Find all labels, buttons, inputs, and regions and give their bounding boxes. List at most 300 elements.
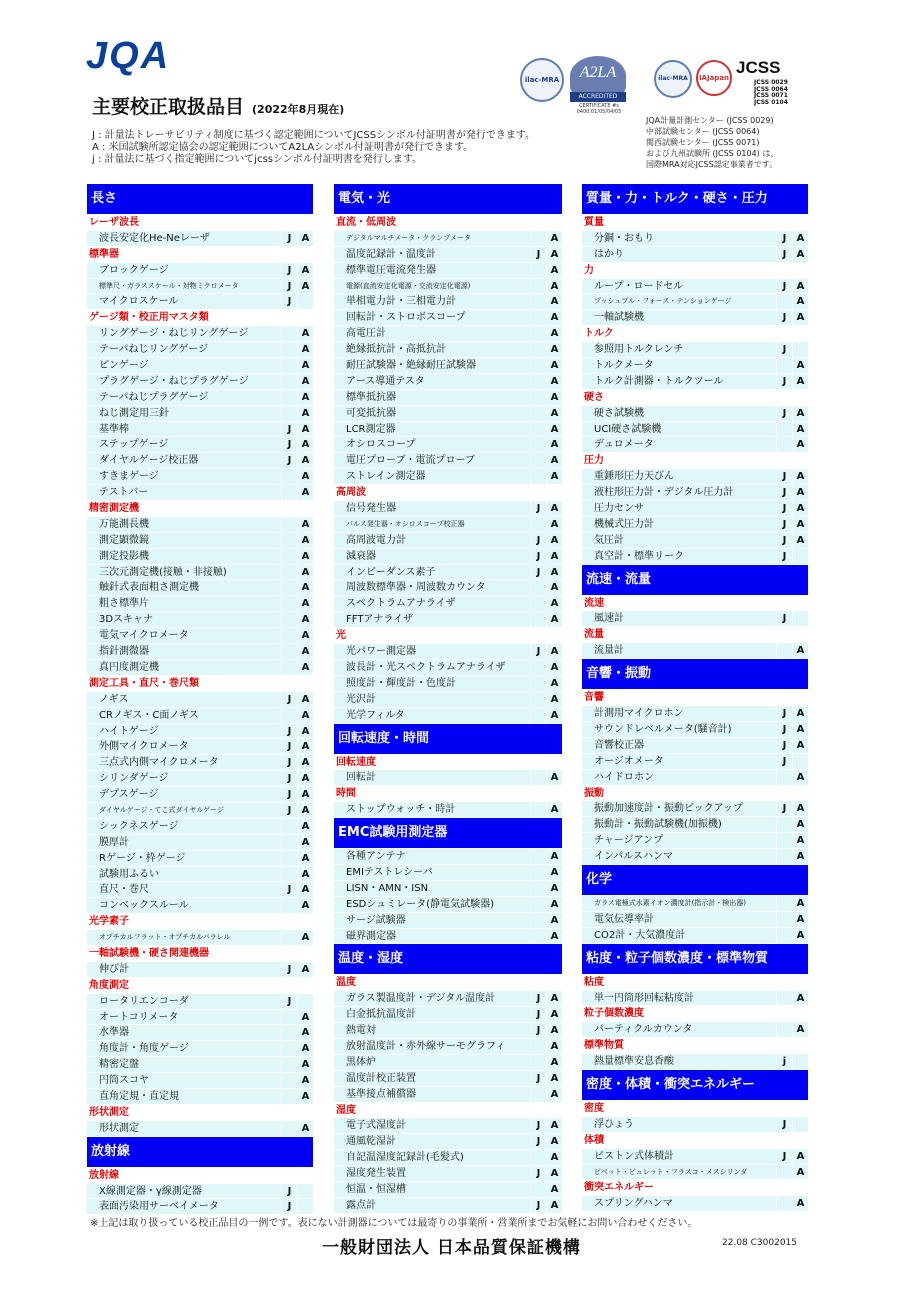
item-name: シリンダゲージ <box>99 773 169 785</box>
a2la-mark <box>792 342 808 357</box>
jcss-mark <box>281 390 297 405</box>
a2la-mark: A <box>546 1087 562 1102</box>
item-name: 減衰器 <box>346 550 376 562</box>
symbol-legend <box>92 130 535 166</box>
group-label: 粒子個数濃度 <box>584 1008 644 1020</box>
item-name: 計測用マイクロホン <box>594 708 684 720</box>
jcss-mark: J <box>530 991 546 1006</box>
a2la-mark: A <box>297 628 313 643</box>
jcss-mark: J <box>281 803 297 818</box>
jcss-mark: J <box>776 342 792 357</box>
a2la-mark: A <box>546 865 562 880</box>
jcss-codes <box>754 80 788 106</box>
table-row <box>334 802 562 818</box>
a2la-mark: A <box>297 1089 313 1104</box>
item-name: 真円度測定機 <box>99 661 159 673</box>
a2la-mark: A <box>546 501 562 516</box>
item-name: CO2計・大気濃度計 <box>594 929 686 941</box>
jcss-mark <box>281 930 297 945</box>
item-name: 回転計 <box>346 772 376 784</box>
jcss-mark <box>776 896 792 911</box>
a2la-mark: A <box>546 708 562 723</box>
table-row <box>582 896 808 912</box>
a2la-mark: A <box>546 881 562 896</box>
table-row <box>334 263 562 279</box>
group-label: 湿度 <box>336 1104 356 1116</box>
jcss-mark <box>530 881 546 896</box>
a2la-mark: A <box>297 390 313 405</box>
jcss-mark: J <box>776 247 792 262</box>
item-name: 重錘形圧力天びん <box>594 471 674 483</box>
a2la-mark: A <box>546 437 562 452</box>
table-row <box>334 247 562 263</box>
a2la-mark: A <box>297 1057 313 1072</box>
a2la-mark <box>297 994 313 1009</box>
jcss-mark <box>530 708 546 723</box>
jcss-mark <box>281 358 297 373</box>
item-name: 一軸試験機 <box>594 312 644 324</box>
item-name: 露点計 <box>346 1199 376 1211</box>
item-name: 直尺・巻尺 <box>99 884 149 896</box>
item-name: 標準電圧電流発生器 <box>346 264 436 276</box>
ilac-mra-badge: ilac-MRA <box>520 58 564 102</box>
jcss-mark <box>530 453 546 468</box>
table-row <box>87 358 313 374</box>
a2la-mark <box>792 611 808 626</box>
item-name: 音響校正器 <box>594 739 644 751</box>
item-name: 温度計校正装置 <box>346 1072 416 1084</box>
item-name: 光学フィルタ <box>346 709 405 721</box>
jcss-mark <box>776 294 792 309</box>
jcss-mark <box>776 991 792 1006</box>
a2la-mark <box>792 1117 808 1132</box>
a2la-mark: A <box>546 580 562 595</box>
a2la-mark: A <box>297 898 313 913</box>
jcss-mark <box>776 817 792 832</box>
a2la-mark: A <box>297 819 313 834</box>
a2la-mark: A <box>546 469 562 484</box>
table-row <box>87 437 313 453</box>
item-name: テーパねじリングゲージ <box>99 344 209 356</box>
table-row <box>87 1025 313 1041</box>
table-row <box>87 326 313 342</box>
item-name: 外側マイクロメータ <box>99 741 189 753</box>
table-row <box>87 644 313 660</box>
jcss-mark <box>281 342 297 357</box>
a2la-mark: A <box>792 912 808 927</box>
item-name: 円筒スコヤ <box>99 1075 149 1087</box>
item-name: プラグゲージ・ねじプラグゲージ <box>99 375 249 387</box>
a2la-mark: A <box>546 1198 562 1213</box>
a2la-mark: A <box>546 263 562 278</box>
a2la-mark: A <box>546 374 562 389</box>
item-name: 触針式表面粗さ測定機 <box>99 582 199 594</box>
jcss-mark: J <box>281 279 297 294</box>
item-name: ステップゲージ <box>99 439 169 451</box>
jqa-logo <box>86 35 216 77</box>
item-name: デプスゲージ <box>99 789 159 801</box>
item-name: デュロメータ <box>594 439 654 451</box>
item-name: シックネスゲージ <box>99 820 179 832</box>
jcss-mark: J <box>281 231 297 246</box>
a2la-mark: A <box>546 1134 562 1149</box>
a2la-mark: A <box>297 1025 313 1040</box>
item-name: 表面汚染用サーベイメータ <box>99 1201 219 1213</box>
item-name: 真空計・標準リーク <box>594 550 684 562</box>
column-3 <box>582 184 808 1212</box>
a2la-mark: A <box>546 231 562 246</box>
table-row <box>87 1010 313 1026</box>
item-name: オージオメータ <box>594 755 664 767</box>
jcss-mark: J <box>281 1184 297 1199</box>
table-row <box>87 867 313 883</box>
jcss-mark: J <box>530 565 546 580</box>
item-name: 圧力センサ <box>594 503 644 515</box>
table-row <box>87 755 313 771</box>
a2la-mark: A <box>546 1182 562 1197</box>
item-name: 万能測長機 <box>99 518 149 530</box>
jcss-mark: J <box>281 294 297 309</box>
table-row <box>334 294 562 310</box>
a2la-mark: A <box>546 422 562 437</box>
a2la-mark: A <box>792 849 808 864</box>
table-row <box>334 1039 562 1055</box>
jcss-mark <box>776 358 792 373</box>
a2la-mark <box>297 1184 313 1199</box>
a2la-mark <box>792 754 808 769</box>
group-label: 流速 <box>584 597 604 609</box>
table-row <box>334 865 562 881</box>
jcss-mark <box>530 660 546 675</box>
table-row <box>582 912 808 928</box>
table-row <box>87 263 313 279</box>
jcss-mark: j <box>776 1054 792 1069</box>
a2la-mark: A <box>297 882 313 897</box>
table-row <box>582 247 808 263</box>
table-row <box>334 342 562 358</box>
item-name: オシロスコープ <box>346 439 416 451</box>
section-header: 音響・振動 <box>582 659 808 689</box>
table-row <box>87 1041 313 1057</box>
jcss-mark <box>281 867 297 882</box>
legend-line: A : 米国試験所認定協会の認定範囲についてA2LAシンボル付証明書が発行できます。 <box>92 142 474 153</box>
jcss-mark <box>776 422 792 437</box>
jcss-badge: JCSS <box>736 58 781 77</box>
table-row <box>582 833 808 849</box>
jcss-mark <box>281 1057 297 1072</box>
a2la-mark: A <box>297 342 313 357</box>
item-name: アース導通テスタ <box>346 375 425 387</box>
item-name: LCR測定器 <box>346 423 396 435</box>
jcss-mark <box>776 643 792 658</box>
item-name: UCI硬さ試験機 <box>594 423 662 435</box>
item-name: 標準尺・ガラススケール・対物ミクロメータ <box>99 281 239 290</box>
item-name: 光パワー測定器 <box>346 646 416 658</box>
jcss-mark: J <box>281 739 297 754</box>
group-label: 流量 <box>584 629 604 641</box>
a2la-mark: A <box>792 770 808 785</box>
item-name: 機械式圧力計 <box>594 518 654 530</box>
a2la-mark: A <box>297 596 313 611</box>
jcss-mark: J <box>776 533 792 548</box>
group-label: 標準物質 <box>584 1040 624 1052</box>
jcss-mark: J <box>530 247 546 262</box>
table-row <box>334 580 562 596</box>
table-row <box>87 1184 313 1200</box>
item-name: 単相電力計・三相電力計 <box>346 296 456 308</box>
item-name: 形状測定 <box>99 1122 139 1134</box>
table-row <box>334 279 562 295</box>
jcss-mark <box>281 819 297 834</box>
jcss-mark <box>530 374 546 389</box>
jcss-mark <box>281 406 297 421</box>
item-name: すきまゲージ <box>99 471 159 483</box>
table-row <box>334 881 562 897</box>
a2la-mark: A <box>792 374 808 389</box>
a2la-mark <box>297 1199 313 1214</box>
jcss-mark <box>530 263 546 278</box>
jcss-mark: J <box>281 787 297 802</box>
table-row <box>582 643 808 659</box>
table-row <box>334 1182 562 1198</box>
jcss-mark <box>530 326 546 341</box>
table-row <box>582 437 808 453</box>
a2la-mark: A <box>297 755 313 770</box>
a2la-mark: A <box>546 310 562 325</box>
a2la-mark: A <box>792 833 808 848</box>
legend-line: J : 計量法トレーサビリティ制度に基づく認定範囲についてJCSSシンボル付証明書が発行できます。 <box>92 130 536 141</box>
a2la-mark: A <box>546 849 562 864</box>
item-name: 熱電対 <box>346 1025 376 1037</box>
table-row <box>87 565 313 581</box>
jcss-mark <box>281 517 297 532</box>
a2la-mark: A <box>297 1073 313 1088</box>
section-header: 質量・力・トルク・硬さ・圧力 <box>582 184 808 214</box>
table-row <box>87 787 313 803</box>
item-name: 高電圧計 <box>346 328 386 340</box>
jcss-mark <box>530 1150 546 1165</box>
item-name: サージ試験器 <box>346 914 406 926</box>
a2la-mark: A <box>297 374 313 389</box>
item-name: 信号発生器 <box>346 503 396 515</box>
a2la-mark: A <box>546 565 562 580</box>
item-name: チャージアンプ <box>594 835 664 847</box>
jcss-mark <box>281 660 297 675</box>
jcss-mark <box>776 770 792 785</box>
jcss-mark <box>530 422 546 437</box>
jcss-mark: J <box>281 724 297 739</box>
jcss-mark <box>281 898 297 913</box>
jcss-mark <box>776 912 792 927</box>
jcss-mark <box>776 928 792 943</box>
a2la-mark: A <box>546 517 562 532</box>
table-row <box>334 469 562 485</box>
group-label: ゲージ類・校正用マスタ類 <box>89 312 209 324</box>
jcss-mark: J <box>281 692 297 707</box>
a2la-mark: A <box>546 1055 562 1070</box>
item-name: はかり <box>594 248 624 260</box>
group-label: 体積 <box>584 1134 604 1146</box>
item-name: ガラス電極式水素イオン濃度計(指示計・検出器) <box>594 898 747 907</box>
jcss-mark: J <box>281 1199 297 1214</box>
item-name: 白金抵抗温度計 <box>346 1009 416 1021</box>
jcss-mark: J <box>776 310 792 325</box>
logo-text: JQA <box>86 35 171 77</box>
a2la-mark: A <box>792 231 808 246</box>
group-label: 角度測定 <box>89 979 129 991</box>
a2la-mark: A <box>297 835 313 850</box>
table-row <box>582 849 808 865</box>
item-name: オートコリメータ <box>99 1011 179 1023</box>
jcss-mark: J <box>281 962 297 977</box>
item-name: 試験用ふるい <box>99 868 159 880</box>
jcss-mark: J <box>776 722 792 737</box>
item-name: ロータリエンコーダ <box>99 995 189 1007</box>
item-name: ガラス製温度計・デジタル温度計 <box>346 993 496 1005</box>
table-row <box>582 342 808 358</box>
a2la-mark: A <box>792 358 808 373</box>
jcss-mark <box>776 849 792 864</box>
table-row <box>582 549 808 565</box>
a2la-mark: A <box>792 817 808 832</box>
jcss-mark <box>281 708 297 723</box>
a2la-mark: A <box>546 390 562 405</box>
table-row <box>334 913 562 929</box>
item-name: コンベックスルール <box>99 900 189 912</box>
a2la-mark: A <box>792 896 808 911</box>
table-row <box>334 549 562 565</box>
a2la-badge: A2LA <box>570 56 626 96</box>
item-name: オプチカルフラット・オプチカルパラレル <box>99 933 231 942</box>
jcss-mark: J <box>281 263 297 278</box>
a2la-mark: A <box>792 928 808 943</box>
a2la-mark: A <box>792 1149 808 1164</box>
jcss-mark: J <box>530 533 546 548</box>
table-row <box>334 929 562 945</box>
a2la-mark: A <box>297 485 313 500</box>
jcss-mark: J <box>530 501 546 516</box>
item-name: インパルスハンマ <box>594 851 673 863</box>
table-row <box>582 279 808 295</box>
table-row <box>87 549 313 565</box>
table-row <box>334 326 562 342</box>
a2la-mark: A <box>792 1165 808 1180</box>
document-code: 22.08 C3002015 <box>722 1238 797 1248</box>
item-name: 粗さ標準片 <box>99 598 149 610</box>
group-label: 音響 <box>584 692 604 704</box>
a2la-mark: A <box>792 533 808 548</box>
page-title <box>92 92 344 119</box>
table-row <box>334 644 562 660</box>
group-label: 光学素子 <box>89 916 129 928</box>
item-name: 絶縁抵抗計・高抵抗計 <box>346 344 446 356</box>
table-row <box>87 739 313 755</box>
table-row <box>87 485 313 501</box>
jcss-mark: J <box>776 501 792 516</box>
table-row <box>582 928 808 944</box>
a2la-mark: A <box>546 453 562 468</box>
jcss-mark <box>281 596 297 611</box>
a2la-mark: A <box>297 708 313 723</box>
jcss-mark <box>776 833 792 848</box>
table-row <box>87 294 313 310</box>
table-row <box>87 851 313 867</box>
group-label: 測定工具・直尺・巻尺類 <box>89 677 199 689</box>
table-row <box>87 279 313 295</box>
table-row <box>334 437 562 453</box>
jcss-mark <box>530 390 546 405</box>
jcss-mark: J <box>530 1007 546 1022</box>
a2la-mark: A <box>546 676 562 691</box>
a2la-mark: A <box>792 738 808 753</box>
jcss-mark <box>281 326 297 341</box>
table-row <box>334 358 562 374</box>
table-row <box>87 1121 313 1137</box>
item-name: 気圧計 <box>594 534 624 546</box>
item-name: 各種アンテナ <box>346 851 406 863</box>
jcss-mark <box>281 1041 297 1056</box>
a2la-mark: A <box>546 247 562 262</box>
table-row <box>87 803 313 819</box>
a2la-mark: A <box>546 802 562 817</box>
jcss-mark <box>530 437 546 452</box>
a2la-mark: A <box>546 770 562 785</box>
item-name: X線測定器・γ線測定器 <box>99 1185 202 1197</box>
group-label: 直流・低周波 <box>336 217 396 228</box>
item-name: 三点式内側マイクロメータ <box>99 757 219 769</box>
item-name: 電気マイクロメータ <box>99 630 189 642</box>
jcss-mark <box>530 294 546 309</box>
jcss-mark <box>530 596 546 611</box>
table-row <box>334 1118 562 1134</box>
table-row <box>334 231 562 247</box>
jcss-note <box>646 115 778 170</box>
item-name: ブロックゲージ <box>99 264 169 276</box>
item-name: 温度記録計・温度計 <box>346 248 436 260</box>
table-row <box>334 390 562 406</box>
item-name: 波長安定化He-Neレーザ <box>99 232 210 244</box>
item-name: CRノギス・C面ノギス <box>99 709 199 721</box>
a2la-mark: A <box>792 310 808 325</box>
certificate-label: CERTIFICATE #s 0400.01/05/04/05 <box>576 103 622 115</box>
table-row <box>334 374 562 390</box>
jcss-mark <box>776 437 792 452</box>
item-name: サウンドレベルメータ(騒音計) <box>594 723 732 735</box>
item-name: ストレイン測定器 <box>346 471 426 483</box>
table-row <box>582 469 808 485</box>
table-row <box>334 533 562 549</box>
jcss-mark <box>530 865 546 880</box>
a2la-mark: A <box>792 485 808 500</box>
item-name: ESDシュミレータ(静電気試験器) <box>346 898 494 910</box>
table-row <box>582 801 808 817</box>
organization-name: 一般財団法人 日本品質保証機構 <box>322 1238 581 1258</box>
jcss-mark: J <box>530 1166 546 1181</box>
table-row <box>582 770 808 786</box>
table-row <box>87 533 313 549</box>
jcss-mark <box>530 802 546 817</box>
jcss-mark <box>530 469 546 484</box>
jcss-note-line: 関西試験センター (JCSS 0071) <box>646 138 760 147</box>
table-row <box>87 406 313 422</box>
table-row <box>334 1071 562 1087</box>
a2la-mark: A <box>792 422 808 437</box>
a2la-mark: A <box>546 913 562 928</box>
jcss-mark <box>530 849 546 864</box>
column-1 <box>87 184 313 1215</box>
item-name: ピンゲージ <box>99 360 149 372</box>
jcss-mark <box>281 485 297 500</box>
